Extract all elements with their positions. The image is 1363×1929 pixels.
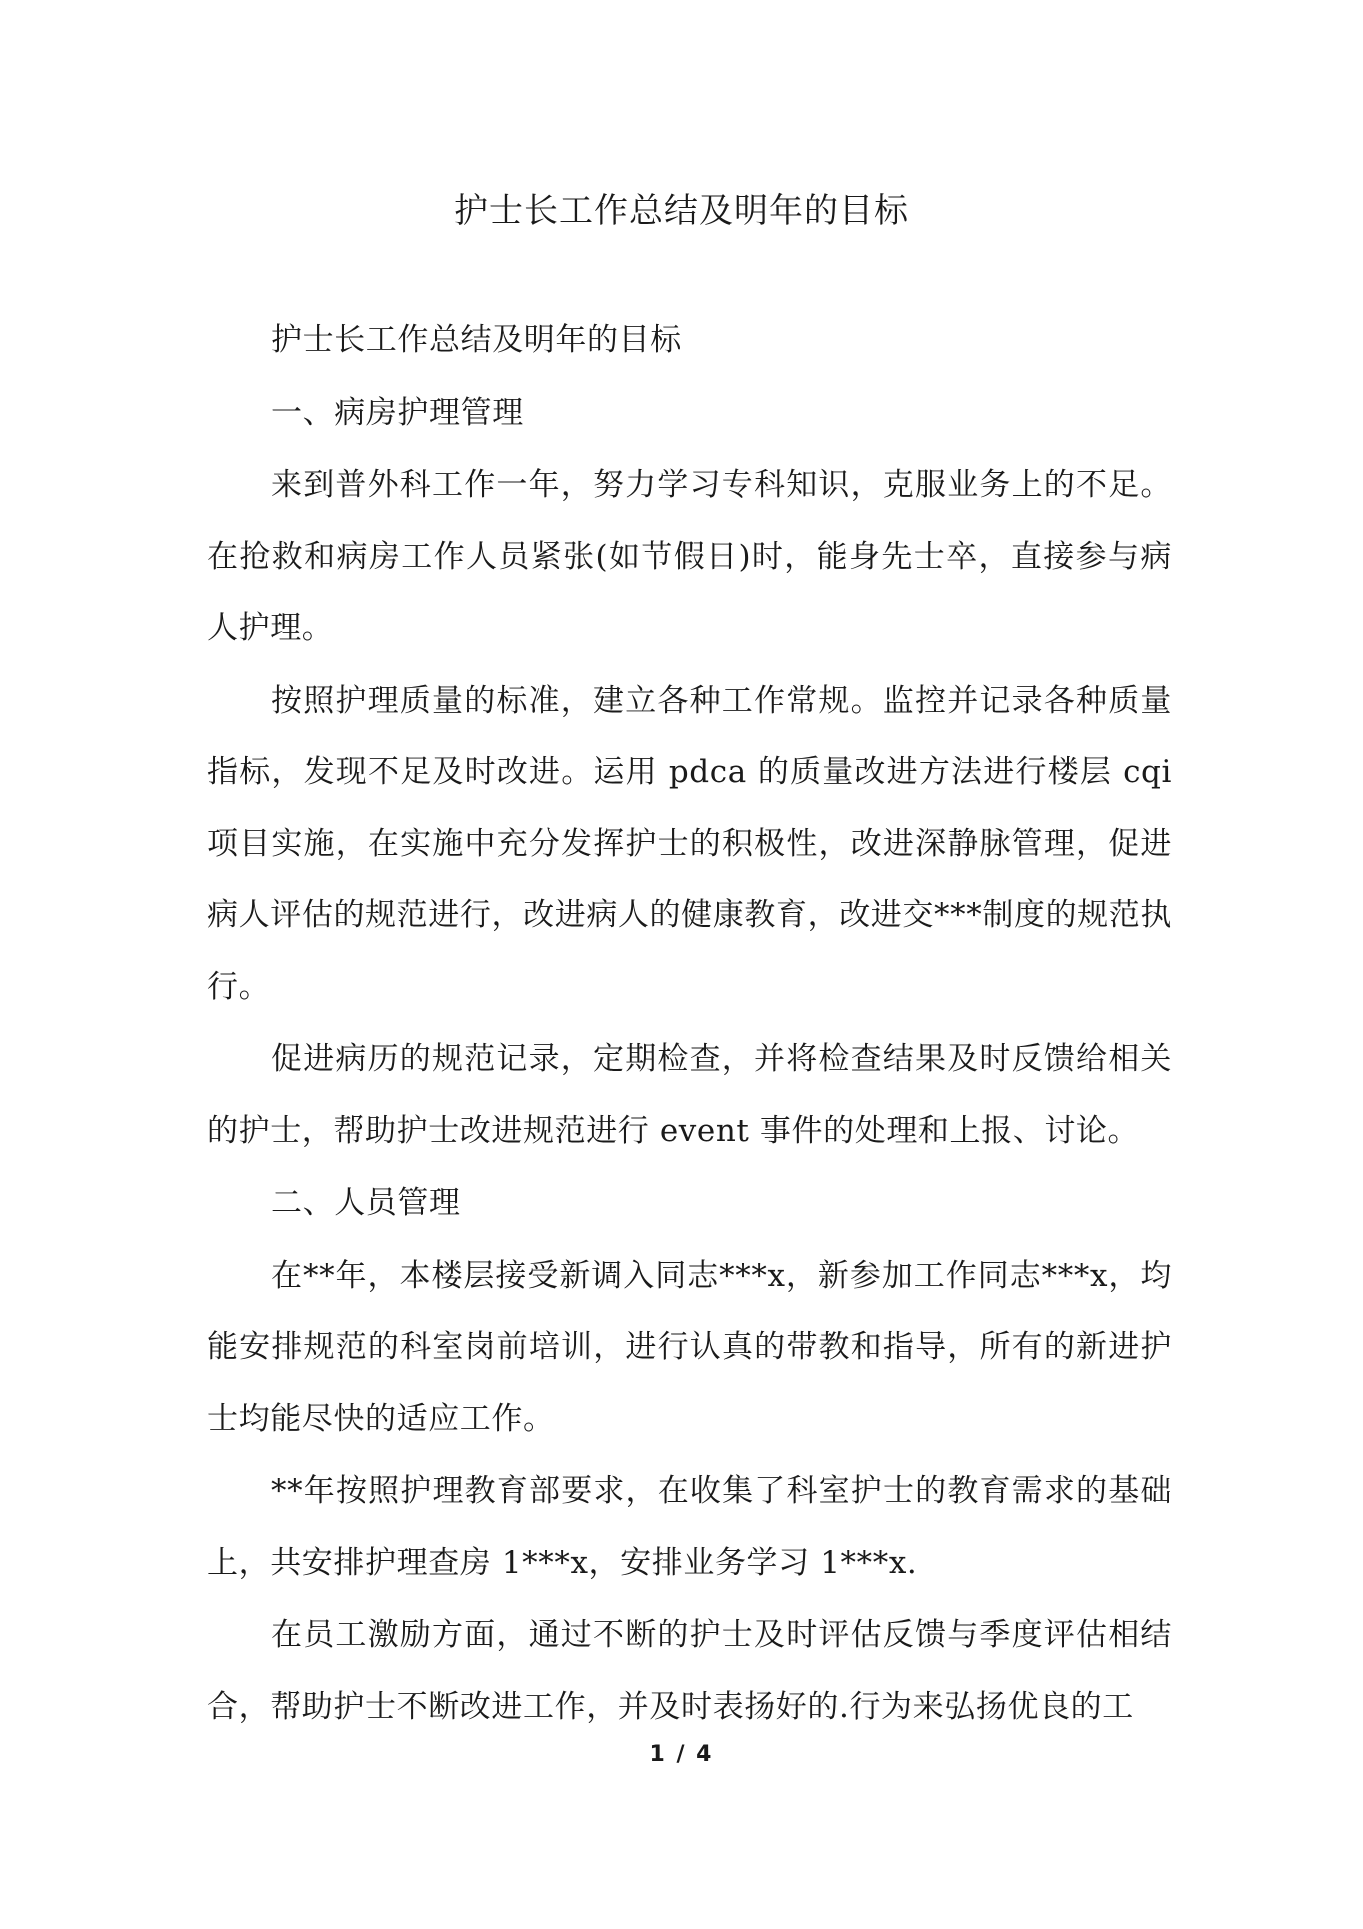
page-number: 1 / 4	[649, 1742, 714, 1767]
paragraph: 按照护理质量的标准，建立各种工作常规。监控并记录各种质量指标，发现不足及时改进。运用 pdca 的质量改进方法进行楼层 cqi 项目实施，在实施中充分发挥护士的积极性，改进深静脉管理，促进病人评估的规范进行，改进病人的健康教育，改进交***制度的规范执行。	[207, 682, 1172, 1005]
document-body	[207, 305, 1172, 1744]
paragraph: 来到普外科工作一年，努力学习专科知识，克服业务上的不足。在抢救和病房工作人员紧张(如节假日)时，能身先士卒，直接参与病人护理。	[207, 467, 1172, 646]
paragraph: 在员工激励方面，通过不断的护士及时评估反馈与季度评估相结合，帮助护士不断改进工作，并及时表扬好的.行为来弘扬优良的工	[207, 1617, 1172, 1725]
paragraph: **年按照护理教育部要求，在收集了科室护士的教育需求的基础上，共安排护理查房 1***x，安排业务学习 1***x.	[207, 1473, 1172, 1581]
section-heading-staff-management: 二、人员管理	[271, 1185, 461, 1221]
section-heading-ward-management: 一、病房护理管理	[271, 394, 524, 431]
intro-heading: 护士长工作总结及明年的目标	[271, 322, 682, 358]
document-title: 护士长工作总结及明年的目标	[454, 191, 909, 231]
paragraph: 促进病历的规范记录，定期检查，并将检查结果及时反馈给相关的护士，帮助护士改进规范进行 event 事件的处理和上报、讨论。	[207, 1041, 1172, 1149]
paragraph: 在**年，本楼层接受新调入同志***x，新参加工作同志***x，均能安排规范的科室岗前培训，进行认真的带教和指导，所有的新进护士均能尽快的适应工作。	[207, 1257, 1172, 1437]
